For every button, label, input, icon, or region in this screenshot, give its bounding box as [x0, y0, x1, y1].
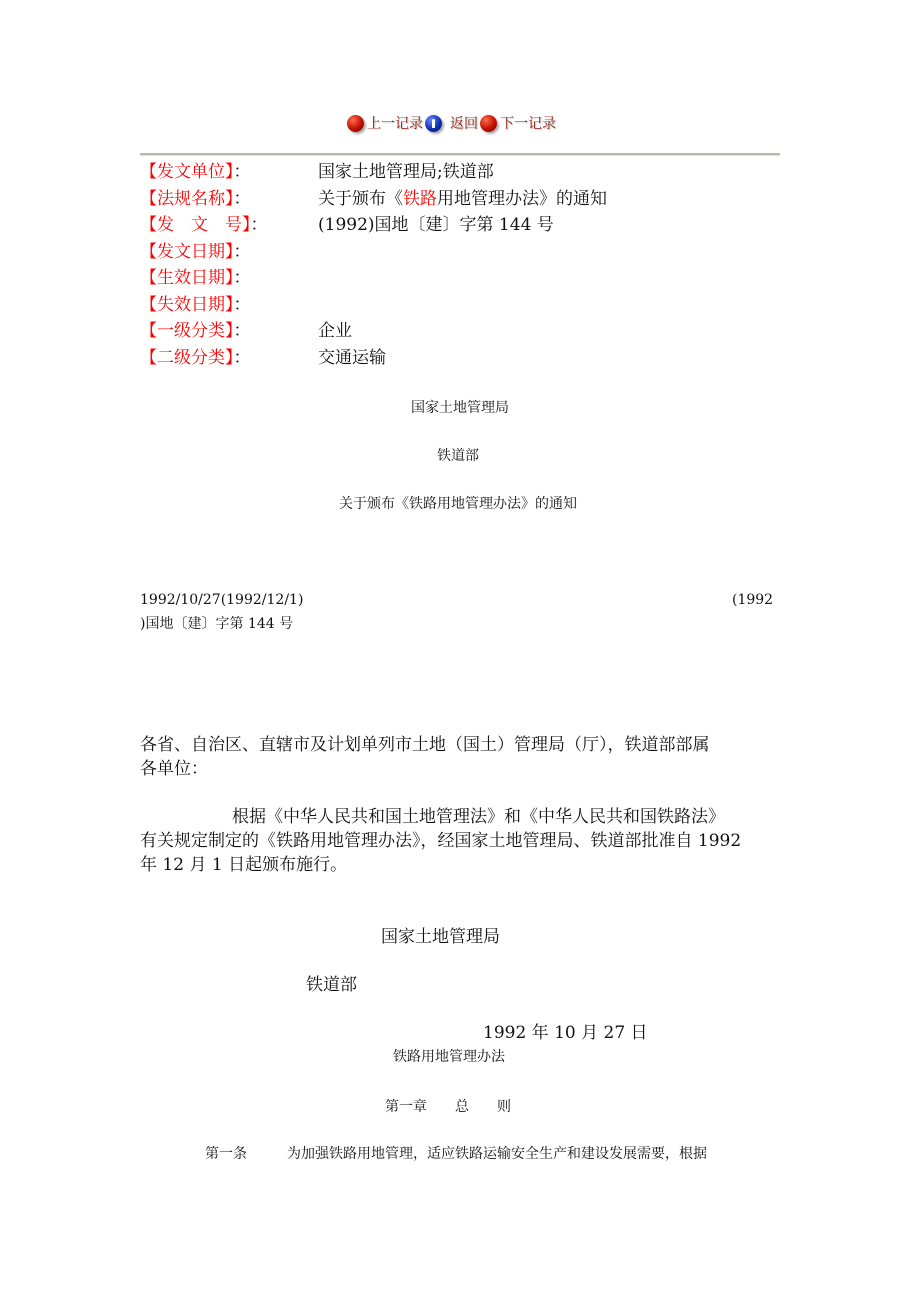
- article-text: 为加强铁路用地管理，适应铁路运输安全生产和建设发展需要，根据: [287, 1146, 707, 1162]
- issuer-heading: 国家土地管理局: [411, 400, 509, 416]
- addressee: 各省、自治区、直辖市及计划单列市土地（国土）管理局（厅），铁道部部属: [140, 735, 710, 755]
- meta-value: 企业: [318, 321, 352, 341]
- signature: 国家土地管理局: [381, 927, 500, 947]
- back-link[interactable]: 返回: [450, 116, 478, 132]
- back-ball-icon[interactable]: [425, 115, 442, 132]
- dates: 1992/10/27(1992/12/1): [140, 592, 304, 608]
- meta-label: 【法规名称】：: [140, 189, 251, 209]
- paragraph: 年 12 月 1 日起颁布施行。: [140, 855, 348, 875]
- meta-value: 交通运输: [318, 348, 386, 368]
- meta-label: 【发文单位】：: [140, 162, 251, 182]
- chapter-heading: 第一章 总 则: [385, 1099, 511, 1115]
- paragraph: 根据《中华人民共和国土地管理法》和《中华人民共和国铁路法》: [232, 807, 725, 827]
- divider: [140, 153, 780, 156]
- issuer-heading: 铁道部: [437, 448, 479, 464]
- article-number: 第一条: [205, 1146, 247, 1162]
- prev-record-link[interactable]: 上一记录: [367, 116, 423, 132]
- doc-number: )国地〔建〕字第 144 号: [140, 616, 294, 632]
- meta-label: 【失效日期】：: [140, 295, 251, 315]
- meta-value: (1992)国地〔建〕字第 144 号: [318, 215, 554, 235]
- signature: 铁道部: [306, 975, 357, 995]
- prev-ball-icon[interactable]: [347, 115, 364, 132]
- meta-label: 【二级分类】：: [140, 348, 251, 368]
- paragraph: 有关规定制定的《铁路用地管理办法》，经国家土地管理局、铁道部批准自 1992: [140, 831, 742, 851]
- rules-title: 铁路用地管理办法: [393, 1049, 505, 1065]
- record-nav: [347, 111, 558, 135]
- notice-title: 关于颁布《铁路用地管理办法》的通知: [339, 496, 577, 512]
- meta-label: 【生效日期】：: [140, 268, 251, 288]
- meta-value: 关于颁布《铁路用地管理办法》的通知: [318, 189, 607, 209]
- signature-date: 1992 年 10 月 27 日: [483, 1023, 648, 1043]
- meta-label: 【一级分类】：: [140, 321, 251, 341]
- next-ball-icon[interactable]: [480, 115, 497, 132]
- addressee: 各单位：: [140, 759, 208, 779]
- meta-value: 国家土地管理局;铁道部: [318, 162, 494, 182]
- next-record-link[interactable]: 下一记录: [500, 116, 556, 132]
- doc-number: (1992: [732, 592, 774, 608]
- meta-label: 【发 文 号】：: [140, 215, 268, 235]
- meta-label: 【发文日期】：: [140, 242, 251, 262]
